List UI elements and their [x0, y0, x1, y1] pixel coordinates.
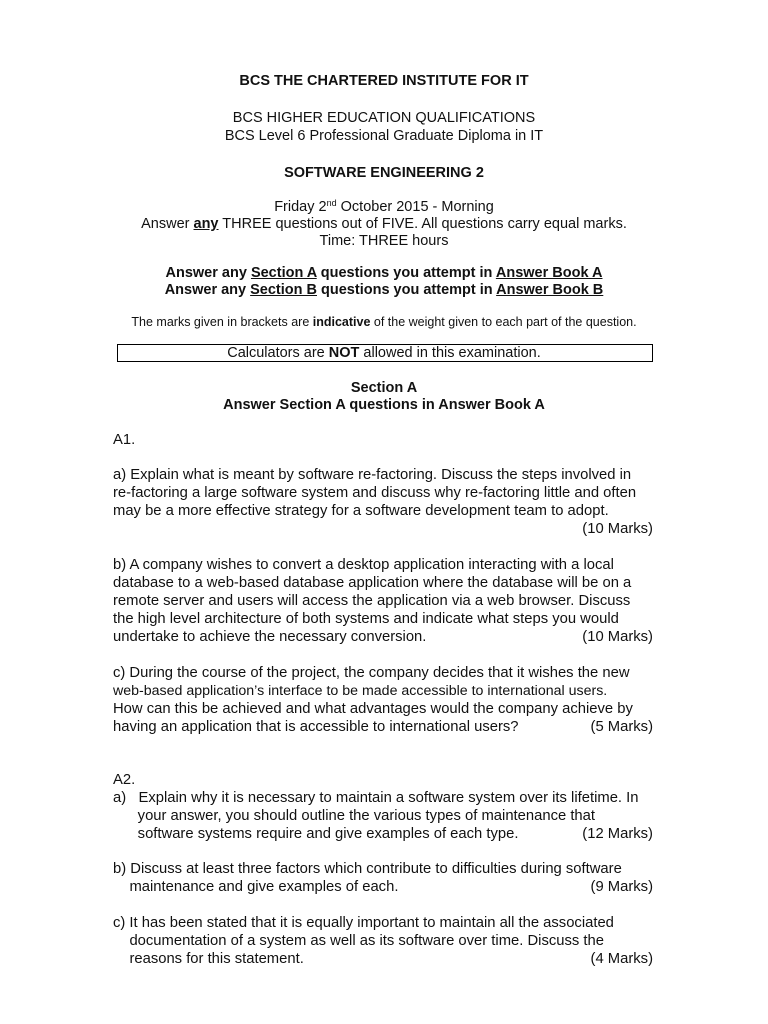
calculator-notice: Calculators are NOT allowed in this examination.	[227, 345, 541, 361]
a1-part-c-line: having an application that is accessible to international users?	[113, 719, 519, 735]
section-a-book-instruction: Answer any Section A questions you attempt in Answer Book A	[165, 265, 603, 281]
a2-part-c-line: c) It has been stated that it is equally important to maintain all the associated	[113, 915, 614, 931]
section-a-subheading: Answer Section A questions in Answer Book A	[223, 397, 545, 413]
a1-part-a-line: may be a more effective strategy for a software development team to adopt.	[113, 503, 609, 519]
institute-title: BCS THE CHARTERED INSTITUTE FOR IT	[239, 73, 529, 89]
a1-part-c-line: c) During the course of the project, the company decides that it wishes the new	[113, 665, 630, 681]
a2-part-b-marks: (9 Marks)	[590, 879, 653, 895]
a2-part-c-marks: (4 Marks)	[590, 951, 653, 967]
question-a1-label: A1.	[113, 432, 136, 448]
a1-part-b-line: remote server and users will access the application via a web browser. Discuss	[113, 593, 631, 609]
a2-part-a-line: software systems require and give examples of each type.	[113, 826, 519, 842]
subject-title: SOFTWARE ENGINEERING 2	[284, 165, 484, 181]
a1-part-a-line: a) Explain what is meant by software re-factoring. Discuss the steps involved in	[113, 467, 632, 483]
a2-part-c-line: reasons for this statement.	[113, 951, 304, 967]
section-b-book-instruction: Answer any Section B questions you attempt in Answer Book B	[164, 282, 604, 298]
a1-part-a-marks: (10 Marks)	[582, 521, 653, 537]
a2-part-a-line: your answer, you should outline the various types of maintenance that	[113, 808, 596, 824]
a1-part-b-line: the high level architecture of both systems and indicate what steps you would	[113, 611, 619, 627]
section-a-heading: Section A	[350, 380, 418, 396]
a1-part-b-line: b) A company wishes to convert a desktop application interacting with a local	[113, 557, 614, 573]
a1-part-a-line: re-factoring a large software system and discuss why re-factoring little and often	[113, 485, 637, 501]
a2-part-b-line: b) Discuss at least three factors which contribute to difficulties during software	[113, 861, 622, 877]
question-a2-label: A2.	[113, 772, 136, 788]
a1-part-b-line: undertake to achieve the necessary conversion.	[113, 629, 427, 645]
a2-part-a-line: a) Explain why it is necessary to maintain a software system over its lifetime. In	[113, 790, 639, 806]
qualifications-title: BCS HIGHER EDUCATION QUALIFICATIONS	[232, 110, 536, 126]
a2-part-c-line: documentation of a system as well as its software over time. Discuss the	[113, 933, 604, 949]
a2-part-a-marks: (12 Marks)	[582, 826, 653, 842]
exam-time: Time: THREE hours	[319, 233, 449, 249]
a1-part-b-marks: (10 Marks)	[582, 629, 653, 645]
marks-note: The marks given in brackets are indicative of the weight given to each part of the question.	[131, 315, 637, 329]
exam-date: Friday 2nd October 2015 - Morning	[274, 198, 494, 215]
a1-part-b-line: database to a web-based database application where the database will be on a	[113, 575, 632, 591]
answer-instruction: Answer any THREE questions out of FIVE. All questions carry equal marks.	[141, 216, 627, 232]
a2-part-b-line: maintenance and give examples of each.	[113, 879, 399, 895]
a1-part-c-line: How can this be achieved and what advantages would the company achieve by	[113, 701, 633, 717]
diploma-title: BCS Level 6 Professional Graduate Diploma in IT	[224, 128, 544, 144]
a1-part-c-marks: (5 Marks)	[590, 719, 653, 735]
a1-part-c-line: web-based application’s interface to be made accessible to international users.	[113, 683, 608, 699]
